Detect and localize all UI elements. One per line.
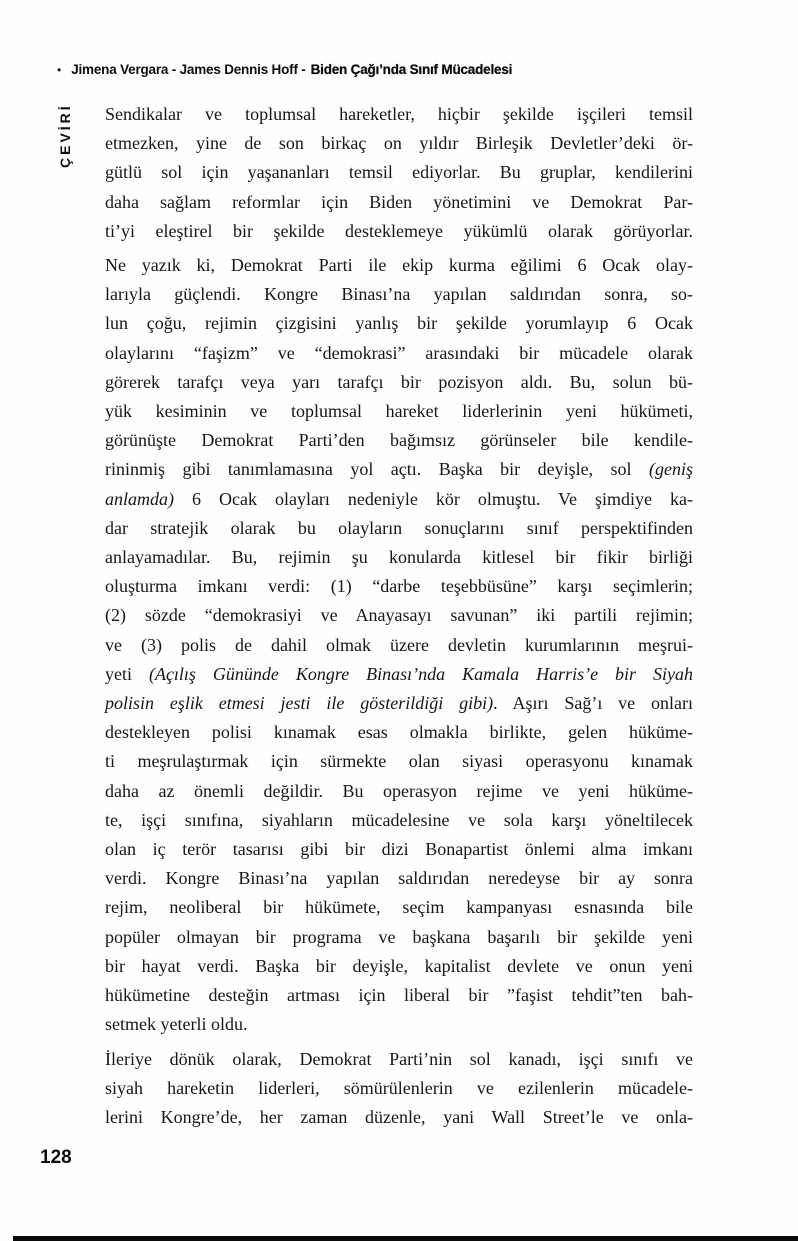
emphasis-text: (geniş <box>649 459 693 480</box>
text-line: rininmiş gibi tanımlamasına yol açtı. Başka bir deyişle, sol (geniş <box>105 459 693 480</box>
emphasis-text: (Açılış Gününde Kongre Binası’nda Kamala Harris’e bir Siyah <box>148 663 693 684</box>
page-bottom-edge <box>13 1236 798 1241</box>
bullet-icon: • <box>57 62 62 77</box>
header-book-title: Biden Çağı’nda Sınıf Mücadelesi <box>310 62 513 77</box>
text-line: polisin eşlik etmesi jesti ile gösterildiği gibi). Aşırı Sağ’ı ve onları <box>105 693 694 714</box>
text-line: popüler olmayan bir programa ve başkana başarılı bir şekilde yeni <box>105 926 693 947</box>
margin-label-ceviri: ÇEVİRİ <box>57 103 73 168</box>
text-line: hükümetine desteğin artması için liberal bir ”faşist tehdit”ten bah- <box>105 985 693 1006</box>
text-line: ve (3) polis de dahil olmak üzere devletin kurumlarının meşrui- <box>105 634 693 655</box>
text-line: daha az önemli değildir. Bu operasyon rejime ve yeni hüküme- <box>105 780 693 801</box>
text-line: anlayamadılar. Bu, rejimin şu konularda kitlesel bir fikir birliği <box>105 547 693 568</box>
header-authors: Jimena Vergara - James Dennis Hoff - <box>71 62 306 77</box>
text-line: İleriye dönük olarak, Demokrat Parti’nin sol kanadı, işçi sınıfı ve <box>105 1048 693 1069</box>
text-line: anlamda) 6 Ocak olayları nedeniyle kör olmuştu. Ve şimdiye ka- <box>105 488 693 509</box>
text-line: (2) sözde “demokrasiyi ve Anayasayı savunan” iki partili rejimin; <box>105 605 693 626</box>
text-line: te, işçi sınıfına, siyahların mücadelesine ve sola karşı yöneltilecek <box>105 809 693 830</box>
text-line: rejim, neoliberal bir hükümete, seçim kampanyası esnasında bile <box>105 897 693 918</box>
text-line: yük kesiminin ve toplumsal hareket liderlerinin yeni hükümeti, <box>105 401 693 422</box>
text-line: dar stratejik olarak bu olayların sonuçlarını sınıf perspektifinden <box>105 517 693 538</box>
text-line: ti’yi eleştirel bir şekilde desteklemeye yükümlü olarak görüyorlar. <box>105 220 693 241</box>
text-line: görünüşte Demokrat Parti’den bağımsız görünseler bile kendile- <box>105 430 693 451</box>
text-line: olaylarını “faşizm” ve “demokrasi” arasındaki bir mücadele olarak <box>105 342 693 363</box>
text-line: verdi. Kongre Binası’na yapılan saldırıdan neredeyse bir ay sonra <box>105 868 693 889</box>
text-line: lun çoğu, rejimin çizgisini yanlış bir şekilde yorumlayıp 6 Ocak <box>105 313 693 334</box>
text-line: setmek yeterli oldu. <box>105 1014 248 1035</box>
paragraph <box>105 1045 693 1133</box>
text-line: destekleyen polisi kınamak esas olmakla birlikte, gelen hüküme- <box>105 722 693 743</box>
text-line: yeti (Açılış Gününde Kongre Binası’nda Kamala Harris’e bir Siyah <box>105 663 693 684</box>
text-line: Sendikalar ve toplumsal hareketler, hiçbir şekilde işçileri temsil <box>105 104 693 124</box>
running-header <box>57 62 512 77</box>
paragraph <box>105 251 693 1039</box>
text-line: siyah hareketin liderleri, sömürülenlerin ve ezilenlerin mücadele- <box>105 1077 693 1098</box>
text-line: gütlü sol için yaşananları temsil ediyorlar. Bu gruplar, kendilerini <box>105 162 693 183</box>
text-line: ti meşrulaştırmak için sürmekte olan siyasi operasyonu kınamak <box>105 751 693 772</box>
text-line: larıyla güçlendi. Kongre Binası’na yapılan saldırıdan sonra, so- <box>105 284 693 305</box>
text-line: lerini Kongre’de, her zaman düzenle, yani Wall Street’le ve onla- <box>105 1106 693 1127</box>
text-line: daha sağlam reformlar için Biden yönetimini ve Demokrat Par- <box>105 191 693 212</box>
page-number: 128 <box>40 1147 72 1168</box>
text-line: oluşturma imkanı verdi: (1) “darbe teşebbüsüne” karşı seçimlerin; <box>105 576 693 597</box>
emphasis-text: anlamda) <box>105 488 174 509</box>
text-line: etmezken, yine de son birkaç on yıldır Birleşik Devletler’deki ör- <box>105 133 693 154</box>
body-text <box>105 100 693 1132</box>
text-line: görerek tarafçı veya yarı tarafçı bir pozisyon aldı. Bu, solun bü- <box>105 371 693 392</box>
emphasis-text: polisin eşlik etmesi jesti ile gösterildiği gibi) <box>105 693 494 714</box>
text-line: Ne yazık ki, Demokrat Parti ile ekip kurma eğilimi 6 Ocak olay- <box>105 255 693 276</box>
text-line: bir hayat verdi. Başka bir deyişle, kapitalist devlete ve onun yeni <box>105 955 693 976</box>
text-line: olan iç terör tasarısı gibi bir dizi Bonapartist önlemi alma imkanı <box>105 839 693 860</box>
paragraph <box>105 100 693 246</box>
